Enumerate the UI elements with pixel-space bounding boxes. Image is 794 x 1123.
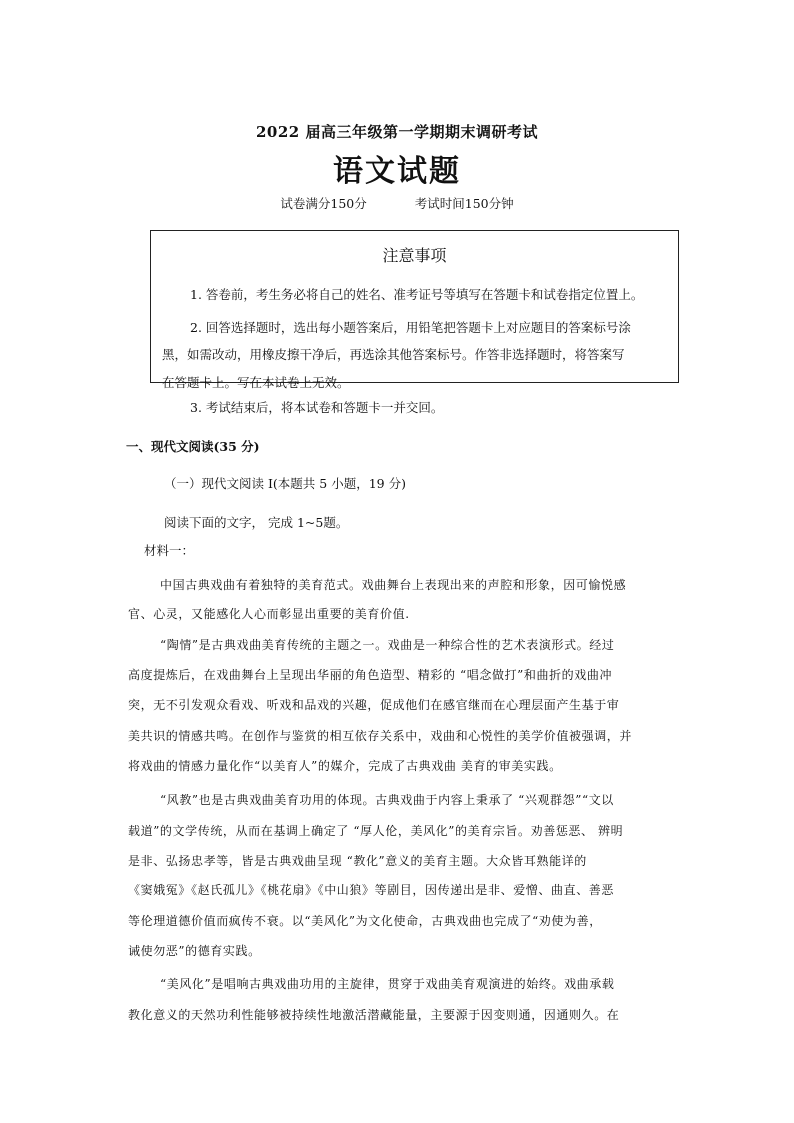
passage-line: 突，无不引发观众看戏、听戏和品戏的兴趣，促成他们在感官继而在心理层面产生基于审 [128,698,620,712]
material-label: 材料一： [144,543,195,558]
page-title: 语文试题 [333,154,461,189]
passage-line: “陶情”是古典戏曲美育传统的主题之一。戏曲是一种综合性的艺术表演形式。经过 [160,638,615,652]
passage-line: 载道”的文学传统，从而在基调上确定了 “厚人伦，美风化”的美育宗旨。劝善惩恶、 辨明 [128,824,624,838]
passage-line: “美风化”是唱响古典戏曲功用的主旋律，贯穿于戏曲美育观演进的始终。戏曲承载 [160,977,615,991]
notice-rule-2: 2. 回答选择题时，选出每小题答案后，用铅笔把答题卡上对应题目的答案标号涂 [190,320,631,335]
passage-line: 是非、弘扬忠孝等，皆是古典戏曲呈现 “教化”意义的美育主题。大众皆耳熟能详的 [128,854,587,868]
passage-line: “风教”也是古典戏曲美育功用的体现。古典戏曲于内容上秉承了 “兴观群怨”“文以 [160,793,614,807]
passage-line: 中国古典戏曲有着独特的美育范式。戏曲舞台上表现出来的声腔和形象，因可愉悦感 [160,578,627,592]
passage-line: 《窦娥冤》《赵氏孤儿》《桃花扇》《中山狼》等剧目，因传递出是非、爱憎、曲直、善恶 [128,883,615,897]
passage-line: 美共识的情感共鸣。在创作与鉴赏的相互依存关系中，戏曲和心悦性的美学价值被强调，并 [128,729,633,743]
passage-line: 诫使勿恶”的德育实践。 [128,944,261,958]
passage-line: 教化意义的天然功利性能够被持续性地激活潜藏能量，主要源于因变则通，因通则久。在 [128,1008,620,1022]
notice-title: 注意事项 [382,246,447,265]
notice-rule-1: 1. 答卷前，考生务必将自己的姓名、准考证号等填写在答题卡和试卷指定位置上。 [190,287,644,302]
notice-rule-2-cont: 黑，如需改动，用橡皮擦干净后，再选涂其他答案标号。作答非选择题时，将答案写 [162,347,625,362]
passage-line: 高度提炼后，在戏曲舞台上呈现出华丽的角色造型、精彩的 “唱念做打”和曲折的戏曲冲 [128,668,613,682]
section-heading: 一、现代文阅读(35 分) [126,439,260,454]
passage-line: 等伦理道德价值而疯传不衰。以“美风化”为文化使命，古典戏曲也完成了“劝使为善， [128,914,602,928]
reading-instruction: 阅读下面的文字， 完成 1~5题。 [164,515,349,530]
notice-rule-3: 3. 考试结束后，将本试卷和答题卡一并交回。 [190,400,444,415]
notice-rule-2-cont: 在答题卡上。写在本试卷上无效。 [162,375,350,390]
passage-line: 将戏曲的情感力量化作“以美育人”的媒介，完成了古典戏曲 美育的审美实践。 [128,759,562,773]
full-score: 试卷满分150分 [280,196,367,211]
exam-time: 考试时间150分钟 [414,196,514,211]
section-subheading: （一）现代文阅读 I(本题共 5 小题，19 分) [164,476,406,491]
passage-line: 官、心灵，又能感化人心而彰显出重要的美育价值. [128,607,410,621]
exam-supertitle: 2022 届高三年级第一学期期末调研考试 [256,123,538,141]
exam-info [0,194,794,212]
